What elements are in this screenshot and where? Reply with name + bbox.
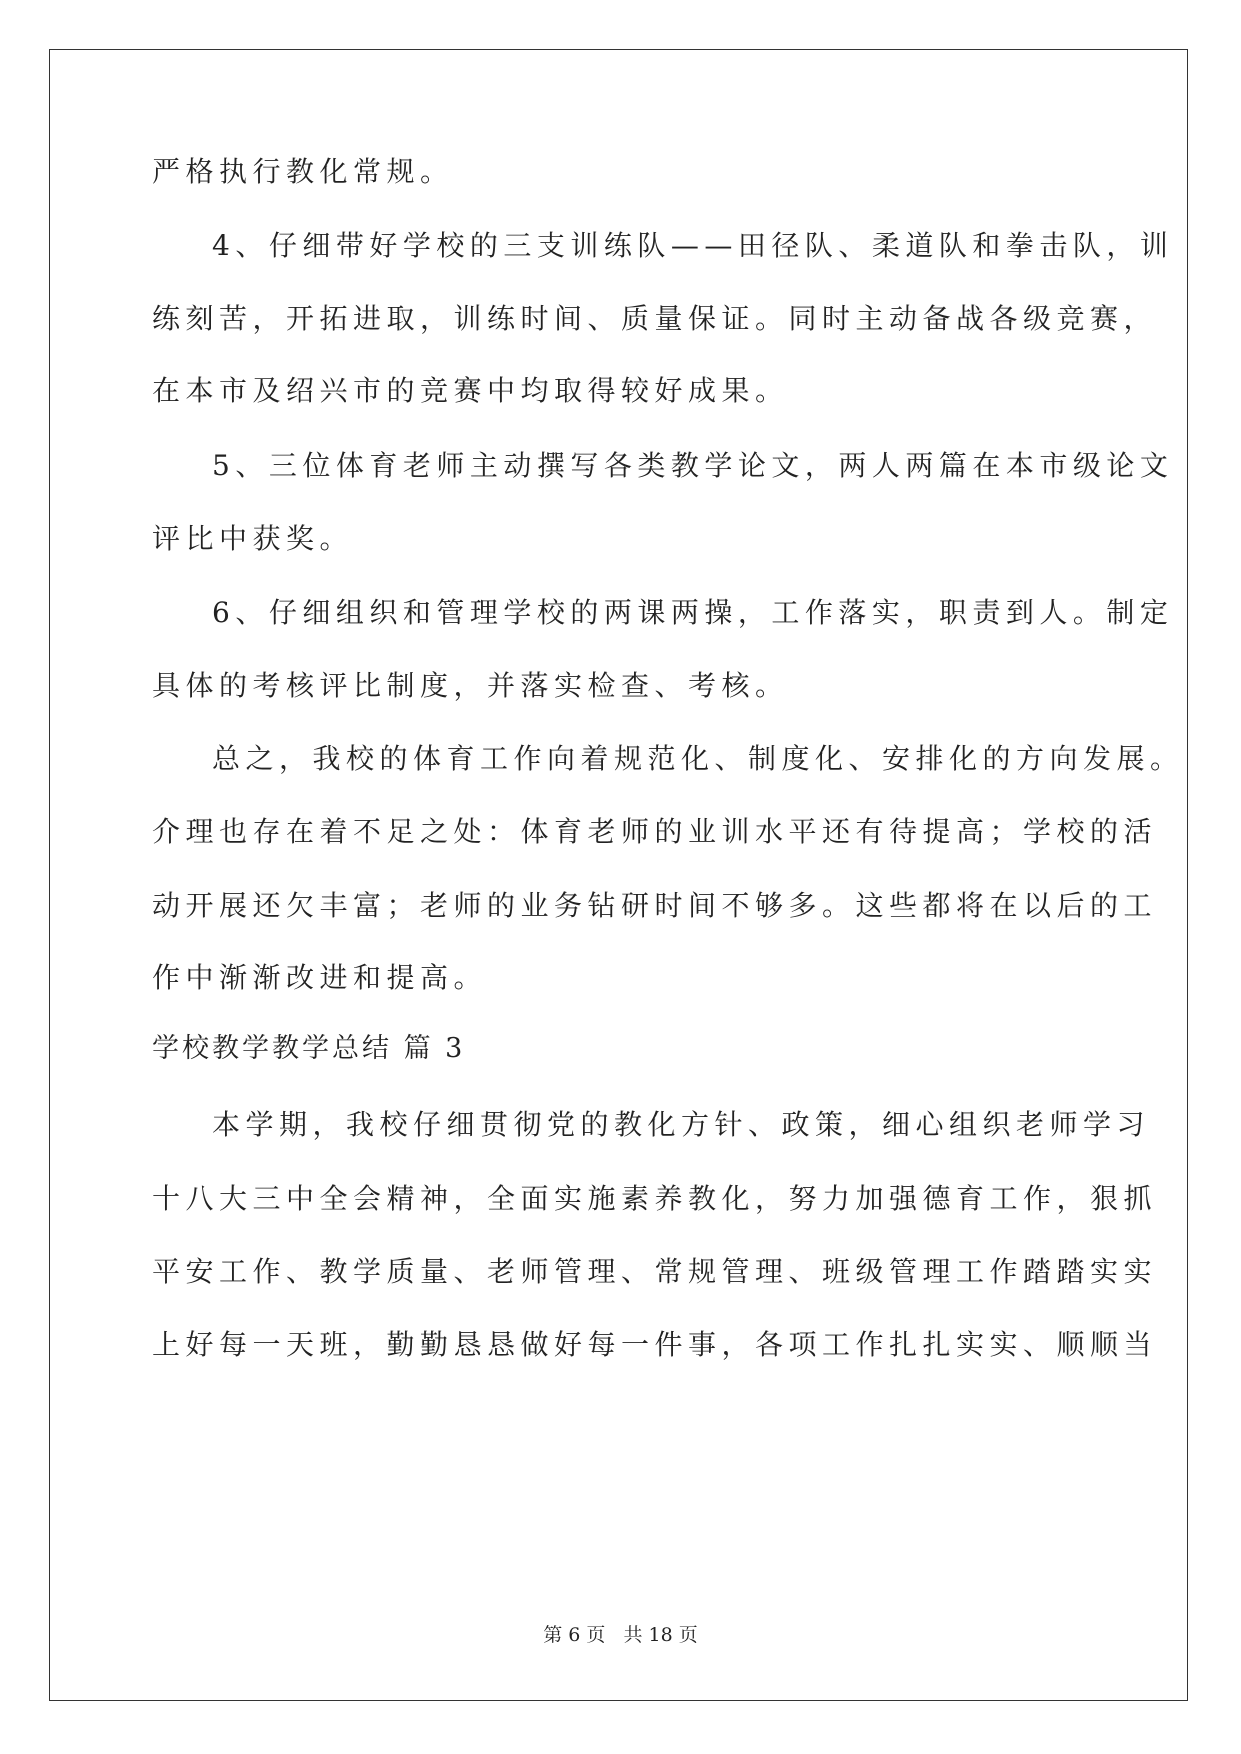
body-line: 4、仔细带好学校的三支训练队——田径队、柔道队和拳击队，训 [212, 229, 1174, 262]
body-line: 严格执行教化常规。 [152, 155, 454, 188]
page-border [49, 49, 1188, 1701]
section-line: 平安工作、教学质量、老师管理、常规管理、班级管理工作踏踏实实 [152, 1255, 1158, 1288]
body-line: 6、仔细组织和管理学校的两课两操，工作落实，职责到人。制定 [212, 596, 1174, 629]
body-line: 作中渐渐改进和提高。 [152, 961, 488, 994]
body-line: 具体的考核评比制度，并落实检查、考核。 [152, 669, 789, 702]
page-number: 第 6 页 [543, 1624, 606, 1646]
section-line: 十八大三中全会精神，全面实施素养教化，努力加强德育工作，狠抓 [152, 1182, 1158, 1215]
body-line: 总之，我校的体育工作向着规范化、制度化、安排化的方向发展。 [212, 742, 1184, 775]
section-line: 本学期，我校仔细贯彻党的教化方针、政策，细心组织老师学习 [212, 1108, 1151, 1141]
body-line: 评比中获奖。 [152, 522, 354, 555]
body-line: 5、三位体育老师主动撰写各类教学论文，两人两篇在本市级论文 [212, 449, 1174, 482]
body-line: 介理也存在着不足之处：体育老师的业训水平还有待提高；学校的活 [152, 815, 1158, 848]
page-footer [0, 1620, 1241, 1647]
body-line: 练刻苦，开拓进取，训练时间、质量保证。同时主动备战各级竞赛， [152, 302, 1158, 335]
body-line: 在本市及绍兴市的竞赛中均取得较好成果。 [152, 374, 789, 407]
body-line: 动开展还欠丰富；老师的业务钻研时间不够多。这些都将在以后的工 [152, 889, 1158, 922]
section-line: 上好每一天班，勤勤恳恳做好每一件事，各项工作扎扎实实、顺顺当 [152, 1328, 1158, 1361]
page-total: 共 18 页 [623, 1624, 698, 1646]
section-heading: 学校教学教学总结 篇 3 [152, 1033, 466, 1064]
